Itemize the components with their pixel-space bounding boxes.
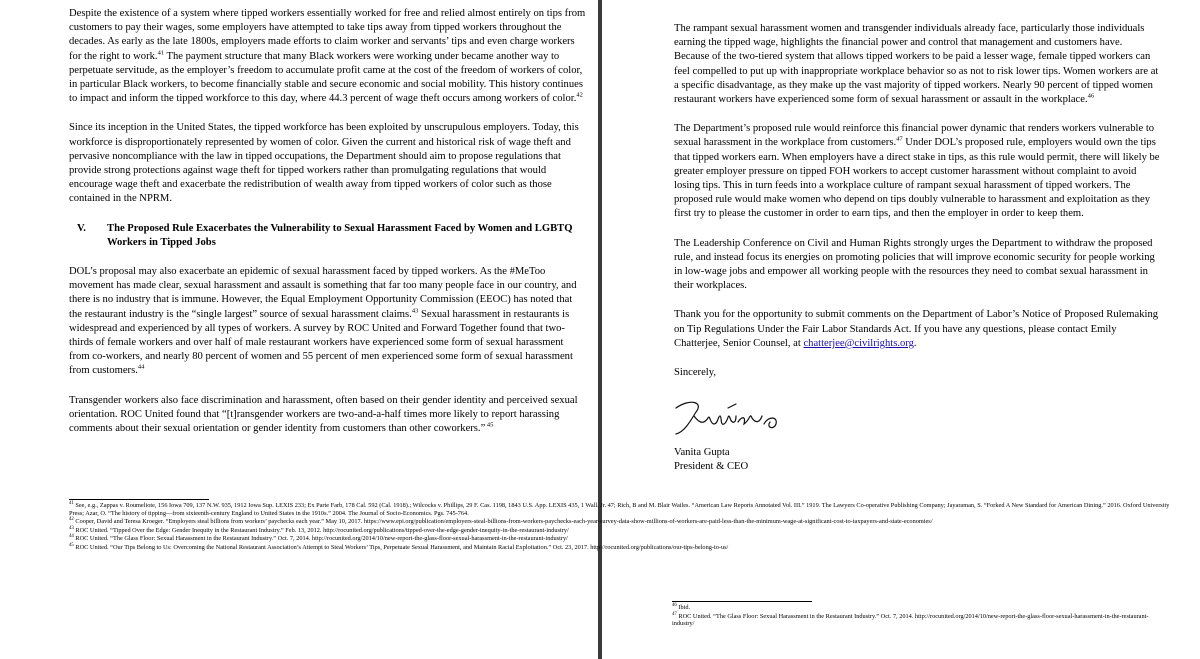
footnote: $^{47}$ ROC United. “The Glass Floor: Sexual Harassment in the Restaurant Industry.” Oct. 7, 2014. http://rocunited.org/2014/10/new-report-the-glass-floor-sexual-harassment-in-the-restaurant-industry/ bbox=[672, 611, 1149, 628]
paragraph: Since its inception in the United States, the tipped workforce has been exploited by unscrupulous employers. Today, this workforce is disproportionately represented by women of color. Given the current and historical risk of wage theft and pervasive noncompliance with the law in tipped occupations, the Department should aim to propose regulations that provide strong protections against wage theft for tipped workers rather than promulgating regulations that would encourage wage theft and exacerbate the redistribution of wealth away from tipped workers of color such as those contained in the NPRM. bbox=[69, 122, 579, 205]
paragraph: Despite the existence of a system where tipped workers essentially worked for free and relied almost entirely on tips from customers to pay their wages, some employers have attempted to take tips away from tipped workers throughout the decades. As early as the late 1800s, employers made efforts to claim worker and servants’ tips and even charge workers for the right to work.$^{41}$ The payment structure that many Black workers were working under became another way to perpetuate servitude, as the employer’s freedom to accumulate profit came at the cost of the freedom of workers of color, in particular Black workers, to become financially stable and secure economic and social mobility. This history continues to impact and inform the tipped workforce to this day, where 44.3 percent of wage theft occurs among workers of color.$^{42}$ bbox=[69, 8, 586, 105]
email-link[interactable]: chatterjee@civilrights.org bbox=[803, 337, 914, 349]
signer-title: President & CEO bbox=[674, 461, 749, 473]
footnote-ref[interactable]: 44 bbox=[137, 363, 145, 371]
paragraph: DOL’s proposal may also exacerbate an epidemic of sexual harassment faced by tipped workers. As the #MeToo movement has made clear, sexual harassment and assault is something that far too many people face in our country, and there is no industry that is immune. However, the Equal Employment Opportunity Commission (EEOC) has noted that the restaurant industry is the “single largest” source of sexual harassment claims.$^{43}$ Sexual harassment in restaurants is widespread and experienced by all types of workers. A survey by ROC United and Forward Together found that two-thirds of female workers and over half of male restaurant workers have experienced some form of sexual harassment from co-workers, and nearly 80 percent of women and 55 percent of men experienced some form of sexual harassment from customers.$^{44}$ bbox=[69, 266, 577, 377]
section-number: V. bbox=[77, 222, 86, 234]
paragraph: Transgender workers also face discrimination and harassment, often based on their gender identity and perceived sexual orientation. ROC United found that “[t]ransgender workers are two-and-a-half times more likely to report harassing comments about their sexual orientation or gender identity from customers than other coworkers.” $^{45}$ bbox=[69, 394, 578, 435]
footnote-rule bbox=[672, 601, 812, 602]
footnote: $^{44}$ ROC United. “The Glass Floor: Sexual Harassment in the Restaurant Industry.” Oct. 7, 2014. http://rocunited.org/2014/10/new-report-the-glass-floor-sexual-harassment-in-the-restaurant-industry/ bbox=[69, 534, 568, 543]
right-page bbox=[602, 0, 1200, 659]
closing: Sincerely, bbox=[674, 367, 716, 379]
paragraph: The rampant sexual harassment women and transgender individuals already face, particularly those individuals earning the tipped wage, highlights the financial power and control that management and customers have. Because of the two-tiered system that allows tipped workers to be paid a lesser wage, female tipped workers can feel compelled to put up with inappropriate workplace behavior so as not to risk lower tips. Women workers are at a specific disadvantage, as they make up the vast majority of tipped workers. Nearly 90 percent of tipped women restaurant workers have experienced some form of sexual harassment or assault in the workplace.$^{46}$ bbox=[674, 23, 1159, 106]
paragraph: The Department’s proposed rule would reinforce this financial power dynamic that renders workers vulnerable to sexual harassment in the workplace from customers.$^{47}$ Under DOL’s proposed rule, employers would own the tips that tipped workers earn. When employers have a direct stake in tips, as this rule would permit, there will likely be greater employer pressure on tipped FOH workers to accept customer harassment without complaint to avoid losing tips. This in turn feeds into a workplace culture of rampant sexual harassment of tipped workers. The proposed rule would make women who depend on tips doubly vulnerable to harassment and exploitation as they first try to please the customer in order to earn tips, and then the employer in order to keep them. bbox=[674, 123, 1160, 220]
footnotes-right bbox=[672, 601, 1160, 629]
footnote-ref[interactable]: 43 bbox=[411, 307, 419, 315]
left-page bbox=[0, 0, 598, 659]
footnote-ref[interactable]: 46 bbox=[1087, 92, 1095, 100]
footnote: $^{42}$ Cooper, David and Teresa Kroeger. “Employers steal billions from workers’ paychecks each year.” May 10, 2017. https://www.epi.org/publication/employers-steal-billions-from-workers-paychecks-each-year-survey-data-show-millions-of-workers-are-paid-less-than-the-minimum-wage-at-significant-cost-to-taxpayers-and-state-economies/ bbox=[69, 517, 933, 526]
footnote-rule bbox=[69, 499, 209, 500]
footnote-ref[interactable]: 41 bbox=[157, 49, 165, 57]
footnote: $^{41}$ See, e.g., Zappas v. Roumeliote, 156 Iowa 709, 137 N.W. 935, 1912 Iowa Sup. LEXIS 233; Ex Parte Farb, 178 Cal. 592 (Cal. 1918).; Wilcocks v. Phillips, 29 F. Cas. 1198, 1843 U.S. App. LEXIS 435, 1 Wall. Jr. 47; Rich, B and M. Blair Wailes. “American Law Reports Annotated Vol. III.” 1919. The Lawyers Co-operative Publishing Company; Jayaraman, S. “Forked A New Standard for American Dining.” 2016. Oxford University Press; Azar, O. “The history of tipping—from sixteenth-century England to United States in the 1910s.” 2004. The Journal of Socio-Economics. Pgs. 745-764. bbox=[69, 500, 1170, 517]
section-title: The Proposed Rule Exacerbates the Vulnerability to Sexual Harassment Faced by Women and LGBTQ Workers in Tipped Jobs bbox=[107, 222, 573, 248]
signer-name: Vanita Gupta bbox=[674, 447, 730, 459]
footnote: $^{46}$ Ibid. bbox=[672, 602, 691, 611]
footnote: $^{45}$ ROC United. “Our Tips Belong to Us: Overcoming the National Restaurant Association’s Attempt to Steal Workers’ Tips, Perpetuate Sexual Harassment, and Maintain Racial Exploitation.” Oct. 23, 2017. http://rocunited.org/publications/our-tips-belong-to-us/ bbox=[69, 542, 729, 551]
footnote: $^{43}$ ROC United. “Tipped Over the Edge: Gender Inequity in the Restaurant Industry.” Feb. 13, 2012. http://rocunited.org/publications/tipped-over-the-edge-gender-inequity-in-the-restaurant-industry/ bbox=[69, 525, 569, 534]
section-heading bbox=[69, 222, 586, 250]
handwritten-signature bbox=[670, 394, 790, 438]
footnote-ref[interactable]: 47 bbox=[896, 135, 903, 143]
footnote-ref[interactable]: 45 bbox=[485, 421, 494, 429]
paragraph: Thank you for the opportunity to submit comments on the Department of Labor’s Notice of Proposed Rulemaking on Tip Regulations Under the Fair Labor Standards Act. If you have any questions, please contact Emily Chatterjee, Senior Counsel, at chatterjee@civilrights.org. bbox=[674, 309, 1159, 349]
footnote-ref[interactable]: 42 bbox=[576, 91, 583, 99]
signature-block bbox=[674, 366, 1160, 475]
paragraph: The Leadership Conference on Civil and Human Rights strongly urges the Department to withdraw the proposed rule, and instead focus its energies on promoting policies that will improve economic security for people working in low-wage jobs and empower all working people with the resources they need to combat sexual harassment in their workplaces. bbox=[674, 237, 1155, 292]
